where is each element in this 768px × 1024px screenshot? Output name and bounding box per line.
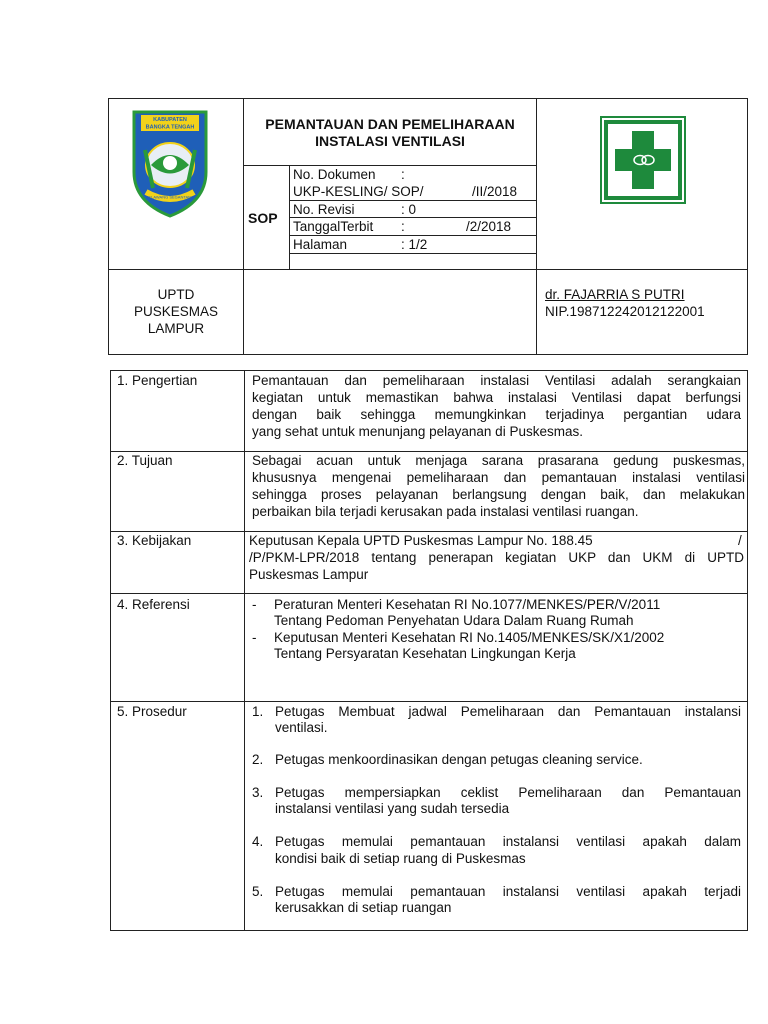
prosedur-item-line1: Petugas memulai pemantauan instalansi ventilasi apakah dalam bbox=[275, 834, 741, 849]
kebijakan-line: Keputusan Kepala UPTD Puskesmas Lampur No. 188.45 bbox=[249, 533, 593, 548]
tujuan-line: perbaikan bila terjadi kerusakan pada instalasi ventilasi ruangan. bbox=[252, 504, 639, 519]
border bbox=[110, 930, 748, 931]
prosedur-item-line2: instalansi ventilasi yang sudah tersedia bbox=[275, 801, 510, 816]
no-dokumen-label: No. Dokumen bbox=[293, 167, 376, 182]
prosedur-item-line1: Petugas memulai pemantauan instalansi ventilasi apakah terjadi bbox=[275, 884, 741, 899]
prosedur-number: 5. bbox=[252, 884, 264, 899]
kebijakan-line: /P/PKM-LPR/2018 tentang penerapan kegiatan UKP dan UKM di UPTD bbox=[249, 550, 744, 565]
kebijakan-line: Puskesmas Lampur bbox=[249, 567, 369, 582]
prosedur-item-line1: Petugas menkoordinasikan dengan petugas cleaning service. bbox=[275, 752, 643, 767]
border bbox=[108, 354, 748, 355]
sop-label: SOP bbox=[248, 210, 278, 226]
logo-text-region: BANGKA TENGAH bbox=[145, 124, 195, 131]
prosedur-item-line2: kondisi baik di setiap ruang di Puskesmas bbox=[275, 851, 526, 866]
border bbox=[110, 370, 111, 931]
section-label-prosedur: 5. Prosedur bbox=[117, 704, 187, 719]
border bbox=[289, 200, 536, 201]
section-label-referensi: 4. Referensi bbox=[117, 597, 190, 612]
logo-text-kabupaten: KABUPATEN bbox=[153, 117, 187, 123]
border bbox=[110, 701, 748, 702]
border bbox=[243, 165, 536, 166]
prosedur-number: 1. bbox=[252, 704, 264, 719]
tujuan-line: Sebagai acuan untuk menjaga sarana prasarana gedung puskesmas, bbox=[252, 453, 745, 468]
border bbox=[110, 451, 748, 452]
tanggal-terbit-sep: : bbox=[401, 219, 405, 234]
tanggal-terbit-value: /2/2018 bbox=[466, 219, 512, 234]
border bbox=[289, 235, 536, 236]
border bbox=[244, 370, 245, 931]
no-dokumen-value-a: UKP-KESLING/ SOP/ bbox=[293, 184, 424, 199]
section-label-kebijakan: 3. Kebijakan bbox=[117, 533, 192, 548]
pengertian-line: yang sehat untuk menunjang pelayanan di Puskesmas. bbox=[252, 424, 583, 439]
tujuan-line: sehingga proses pelayanan berlangsung dengan baik, dan melakukan bbox=[252, 487, 745, 502]
referensi-item-line1: Keputusan Menteri Kesehatan RI No.1405/MENKES/SK/X1/2002 bbox=[274, 630, 665, 645]
prosedur-number: 4. bbox=[252, 834, 264, 849]
tanggal-terbit-label: TanggalTerbit bbox=[293, 219, 374, 234]
prosedur-item-line1: Petugas mempersiapkan ceklist Pemeliharaan dan Pemantauan bbox=[275, 785, 741, 800]
signer-name: dr. FAJARRIA S PUTRI bbox=[545, 287, 685, 302]
border bbox=[110, 593, 748, 594]
org-line2: PUSKESMAS bbox=[133, 304, 219, 319]
halaman-label: Halaman bbox=[293, 237, 348, 252]
no-revisi-value: : 0 bbox=[401, 202, 417, 217]
prosedur-item-line2: kerusakkan di setiap ruangan bbox=[275, 900, 452, 915]
kebijakan-slash: / bbox=[738, 533, 742, 548]
halaman-value: : 1/2 bbox=[401, 237, 428, 252]
border bbox=[110, 531, 748, 532]
prosedur-item-line1: Petugas Membuat jadwal Pemeliharaan dan Pemantauan instalansi bbox=[275, 704, 741, 719]
referensi-item-line2: Tentang Persyaratan Kesehatan Lingkungan Kerja bbox=[274, 646, 576, 661]
doc-title-line1: PEMANTAUAN DAN PEMELIHARAAN bbox=[265, 116, 515, 132]
no-dokumen-sep: : bbox=[401, 167, 405, 182]
section-label-tujuan: 2. Tujuan bbox=[117, 453, 173, 468]
org-line1: UPTD bbox=[157, 287, 195, 302]
kabupaten-logo bbox=[131, 110, 209, 218]
referensi-item-line2: Tentang Pedoman Penyehatan Udara Dalam Ruang Rumah bbox=[274, 613, 634, 628]
prosedur-number: 3. bbox=[252, 785, 264, 800]
puskesmas-cross-logo bbox=[599, 115, 687, 205]
border bbox=[108, 269, 748, 270]
tujuan-line: khususnya mengenai pemeliharaan dan pemantauan instalasi ventilasi bbox=[252, 470, 745, 485]
pengertian-line: kegiatan untuk memastikan bahwa instalasi Ventilasi dapat berfungsi bbox=[252, 390, 741, 405]
border bbox=[747, 370, 748, 931]
prosedur-item-line2: ventilasi. bbox=[275, 720, 328, 735]
pengertian-line: dengan baik sehingga memungkinkan terjadinya pergantian udara bbox=[252, 407, 741, 422]
border bbox=[108, 98, 748, 99]
prosedur-number: 2. bbox=[252, 752, 264, 767]
referensi-item-line1: Peraturan Menteri Kesehatan RI No.1077/MENKES/PER/V/2011 bbox=[274, 597, 661, 612]
signer-nip: NIP.198712242012122001 bbox=[545, 304, 705, 319]
section-label-pengertian: 1. Pengertian bbox=[117, 373, 198, 388]
no-dokumen-value-b: /II/2018 bbox=[472, 184, 518, 199]
border bbox=[289, 253, 536, 254]
referensi-bullet: - bbox=[252, 630, 257, 645]
no-revisi-label: No. Revisi bbox=[293, 202, 355, 217]
org-line3: LAMPUR bbox=[147, 321, 205, 336]
referensi-bullet: - bbox=[252, 597, 257, 612]
doc-title-line2: INSTALASI VENTILASI bbox=[315, 133, 465, 149]
pengertian-line: Pemantauan dan pemeliharaan instalasi Ventilasi adalah serangkaian bbox=[252, 373, 741, 388]
border bbox=[110, 370, 748, 371]
border bbox=[536, 98, 537, 355]
logo-text-motto: SELAWANG SEGANTANG bbox=[145, 194, 195, 200]
border bbox=[747, 98, 748, 355]
